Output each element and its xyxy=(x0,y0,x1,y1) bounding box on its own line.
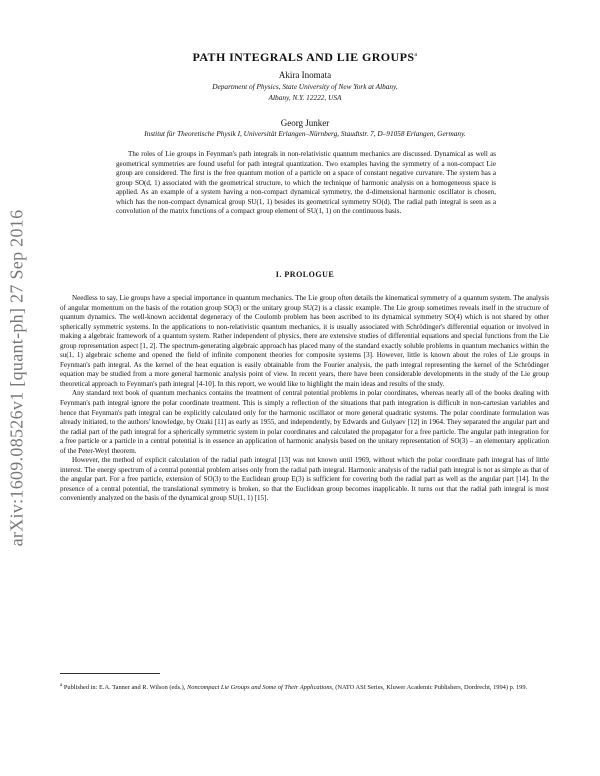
title-footnote-mark: a xyxy=(414,52,418,58)
title-text: PATH INTEGRALS AND LIE GROUPS xyxy=(192,50,415,64)
section-heading: I. PROLOGUE xyxy=(275,270,335,279)
paper-title xyxy=(90,50,520,65)
author-name-2: Georg Junker xyxy=(280,118,330,128)
arxiv-identifier: arXiv:1609.08526v1 [quant-ph] 27 Sep 2016 xyxy=(6,209,27,547)
paragraph-1: Needless to say, Lie groups have a special importance in quantum mechanics. The Lie group often details the kinematical symmetry of a quantum system. The analysis of angular momentum on the basis of the rotation group SO(3) or the unitary group SU(2) is a classic example. The Lie group sometimes reveals itself in the structure of quantum dynamics. The well-known accidental degeneracy of the Coulomb problem has been ascribed to its dynamical symmetry SO(4) which is not shared by other spherically symmetric systems. In the applications to non-relativistic quantum mechanics, it is usually associated with Schrödinger's differential equation or involved in making a algebraic framework of a quantum system. Rather independent of physics, there are extensive studies of differential equations and special functions from the Lie group representation aspect [1, 2]. The spectrum-generating algebraic approach has placed many of the standard exactly soluble problems in quantum mechanics within the su(1, 1) algebraic scheme and opened the field of infinite component theories for composite systems [3]. However, little is known about the roles of Lie groups in Feynman's path integral. As the kernel of the heat equation is easily obtainable from the Fourier analysis, the path integral representing the kernel of the Schrödinger equation may be studied from a more general harmonic analysis point of view. In recent years, there have been considerable developments in the study of the Lie group theoretical approach to Feynman's path integral [4-10]. In this report, we would like to highlight the main ideas and results of the study. xyxy=(60,294,549,388)
footnote-lead: Published in: E.A. Tanner and R. Wilson (eds.), xyxy=(63,684,186,692)
footnote xyxy=(60,681,549,692)
author-affiliation-1a: Department of Physics, State University of New York at Albany, xyxy=(212,82,398,91)
paragraph-3: However, the method of explicit calculation of the radial path integral [13] was not known until 1969, without which the polar coordinate path integral has of little interest. The energy spectrum of a central potential problem arises only from the radial path integral. Harmonic analysis of the radial path integral is not as simple as that of the angular part. For a free particle, extension of SO(3) to the Euclidean group E(3) is sufficient for covering both the radial part as well as the angular part [14]. In the presence of a central potential, the translational symmetry is broken, so that the Euclidean group becomes inapplicable. It turns out that the radial path integral is most conveniently analyzed on the basis of the dynamical group SU(1, 1) [15]. xyxy=(60,456,549,503)
footnote-tail: , (NATO ASI Series, Kluwer Academic Publishers, Dordrecht, 1994) p. 199. xyxy=(332,684,528,692)
author-affiliation-2: Institut für Theoretische Physik I, Universität Erlangen–Nürnberg, Staudtstr. 7, D–91058 Erlangen, Germany. xyxy=(144,129,466,138)
author-name-1: Akira Inomata xyxy=(278,70,332,80)
paragraph-2: Any standard text book of quantum mechanics contains the treatment of central potential problems in polar coordinates, whereas nearly all of the books dealing with Feynman's path integral ignore the polar coordinate treatment. This is simply a reflection of the situations that path integration is difficult in non-cartesian variables and hence that Feynman's path integral can be explicitly calculated only for the harmonic oscillator or more general quadratic systems. The polar coordinate formulation was already initiated, to the authors' knowledge, by Ozaki [11] as early as 1955, and independently, by Edwards and Gulyaev [12] in 1964. They separated the angular part and the radial part of the path integral for a spherically symmetric system in polar coordinates and calculated the propagator for a free particle. The angular path integration for a free particle or a particle in a central potential is in essence an application of harmonic analysis based on the unitary representation of SO(3) – an elementary application of the Peter-Weyl theorem. xyxy=(60,389,549,455)
arxiv-sidebar-stamp xyxy=(2,178,32,578)
abstract: The roles of Lie groups in Feynman's path integrals in non-relativistic quantum mechanics are discussed. Dynamical as well as geometrical symmetries are found useful for path integral quantization. Two examples having the symmetry of a non-compact Lie group are considered. The first is the free quantum motion of a particle on a space of constant negative curvature. The system has a group SO(d, 1) associated with the geometrical structure, to which the technique of harmonic analysis on a homogeneous space is applied. As an example of a system having a non-compact dynamical symmetry, the d-dimensional harmonic oscillator is chosen, which has the non-compact dynamical group SU(1, 1) besides its geometrical symmetry SO(d). The radial path integral is seen as a convolution of the matrix functions of a compact group element of SU(1, 1) on the continuous basis. xyxy=(116,150,496,216)
footnote-book-title: Noncompact Lie Groups and Some of Their Applications xyxy=(187,684,333,692)
footnote-rule xyxy=(60,673,160,674)
body-text xyxy=(60,294,549,504)
author-affiliation-1b: Albany, N.Y. 12222, USA xyxy=(268,93,342,102)
footnote-mark: a xyxy=(60,683,63,688)
